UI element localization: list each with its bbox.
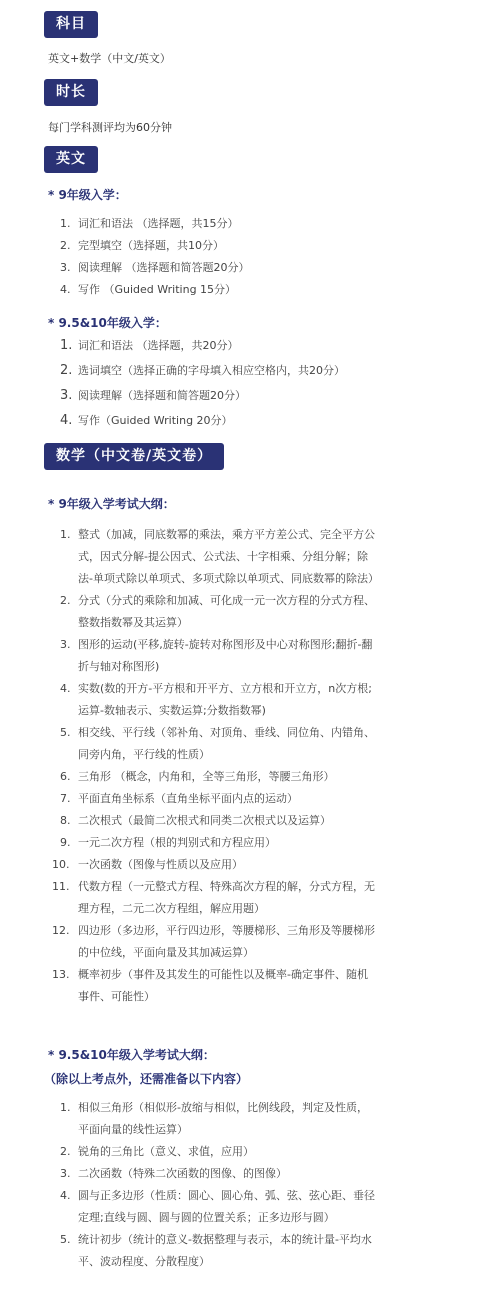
list-item: 3. 二次函数（特殊二次函数的图像、的图像） <box>60 1167 287 1180</box>
list-item: 3. 阅读理解 （选择题和简答题20分） <box>60 261 250 274</box>
list-item: 5. 统计初步（统计的意义-数据整理与表示，本的统计量-平均水平、波动程度、分散程度） <box>60 1233 372 1268</box>
duration-tag: 时长 <box>44 79 98 106</box>
list-item: 1. 整式（加减，同底数幂的乘法，乘方平方差公式、完全平方公式，因式分解-提公因式、公式法、十字相乘、分组分解；除法-单项式除以单项式、多项式除以单项式、同底数幂的除法） <box>60 528 379 585</box>
list-item: 2. 选词填空（选择正确的字母填入相应空格内，共20分） <box>60 363 345 378</box>
list-item: 4. 写作 （Guided Writing 15分） <box>60 283 237 296</box>
subject-text: 英文+数学（中文/英文） <box>48 52 171 65</box>
english-g10-title: * 9.5&10年级入学： <box>48 316 167 330</box>
math-g9-title: * 9年级入学考试大纲： <box>48 497 175 511</box>
duration-text: 每门学科测评均为60分钟 <box>48 121 172 134</box>
list-item: 4. 实数(数的开方-平方根和开平方、立方根和开立方，n次方根;运算-数轴表示、实数运算;分数指数幂) <box>60 682 372 717</box>
list-item: 1. 相似三角形（相似形-放缩与相似，比例线段，判定及性质，平面向量的线性运算） <box>60 1101 368 1136</box>
list-item: 11. 代数方程（一元整式方程、特殊高次方程的解，分式方程，无理方程，二元二次方程组，解应用题） <box>52 880 375 915</box>
math-g10-note: （除以上考点外，还需准备以下内容） <box>44 1072 249 1086</box>
english-tag: 英文 <box>44 146 98 173</box>
list-item: 10. 一次函数（图像与性质以及应用） <box>52 858 243 871</box>
list-item: 3. 阅读理解（选择题和简答题20分） <box>60 388 246 403</box>
list-item: 6. 三角形 （概念，内角和，全等三角形，等腰三角形） <box>60 770 335 783</box>
list-item: 12. 四边形（多边形，平行四边形，等腰梯形、三角形及等腰梯形的中位线，平面向量及其加减运算） <box>52 924 375 959</box>
math-g9-list <box>52 524 379 1008</box>
list-item: 2. 分式（分式的乘除和加减、可化成一元一次方程的分式方程、整数指数幂及其运算） <box>60 594 375 629</box>
list-item: 7. 平面直角坐标系（直角坐标平面内点的运动） <box>60 792 298 805</box>
list-item: 8. 二次根式（最简二次根式和同类二次根式以及运算） <box>60 814 331 827</box>
list-item: 4. 写作（Guided Writing 20分） <box>60 413 233 428</box>
math-tag: 数学（中文卷/英文卷） <box>44 443 224 470</box>
list-item: 13. 概率初步（事件及其发生的可能性以及概率-确定事件、随机事件、可能性） <box>52 968 368 1003</box>
list-item: 5. 相交线、平行线（邻补角、对顶角、垂线、同位角、内错角、同旁内角，平行线的性质） <box>60 726 375 761</box>
math-g10-title: * 9.5&10年级入学考试大纲： <box>48 1048 215 1062</box>
list-item: 1. 词汇和语法 （选择题，共15分） <box>60 217 239 230</box>
subject-tag: 科目 <box>44 11 98 38</box>
list-item: 4. 圆与正多边形（性质：圆心、圆心角、弧、弦、弦心距、垂径定理;直线与圆、圆与圆的位置关系；正多边形与圆） <box>60 1189 375 1224</box>
list-item: 9. 一元二次方程（根的判别式和方程应用） <box>60 836 276 849</box>
list-item: 1. 词汇和语法 （选择题，共20分） <box>60 338 239 353</box>
list-item: 3. 图形的运动(平移,旋转-旋转对称图形及中心对称图形;翻折-翻折与轴对称图形) <box>60 638 373 673</box>
english-g10-list <box>60 333 345 433</box>
english-g9-title: * 9年级入学： <box>48 188 127 202</box>
list-item: 2. 完型填空（选择题，共10分） <box>60 239 224 252</box>
english-g9-list <box>60 213 250 301</box>
list-item: 2. 锐角的三角比（意义、求值，应用） <box>60 1145 254 1158</box>
math-g10-list <box>60 1097 378 1273</box>
